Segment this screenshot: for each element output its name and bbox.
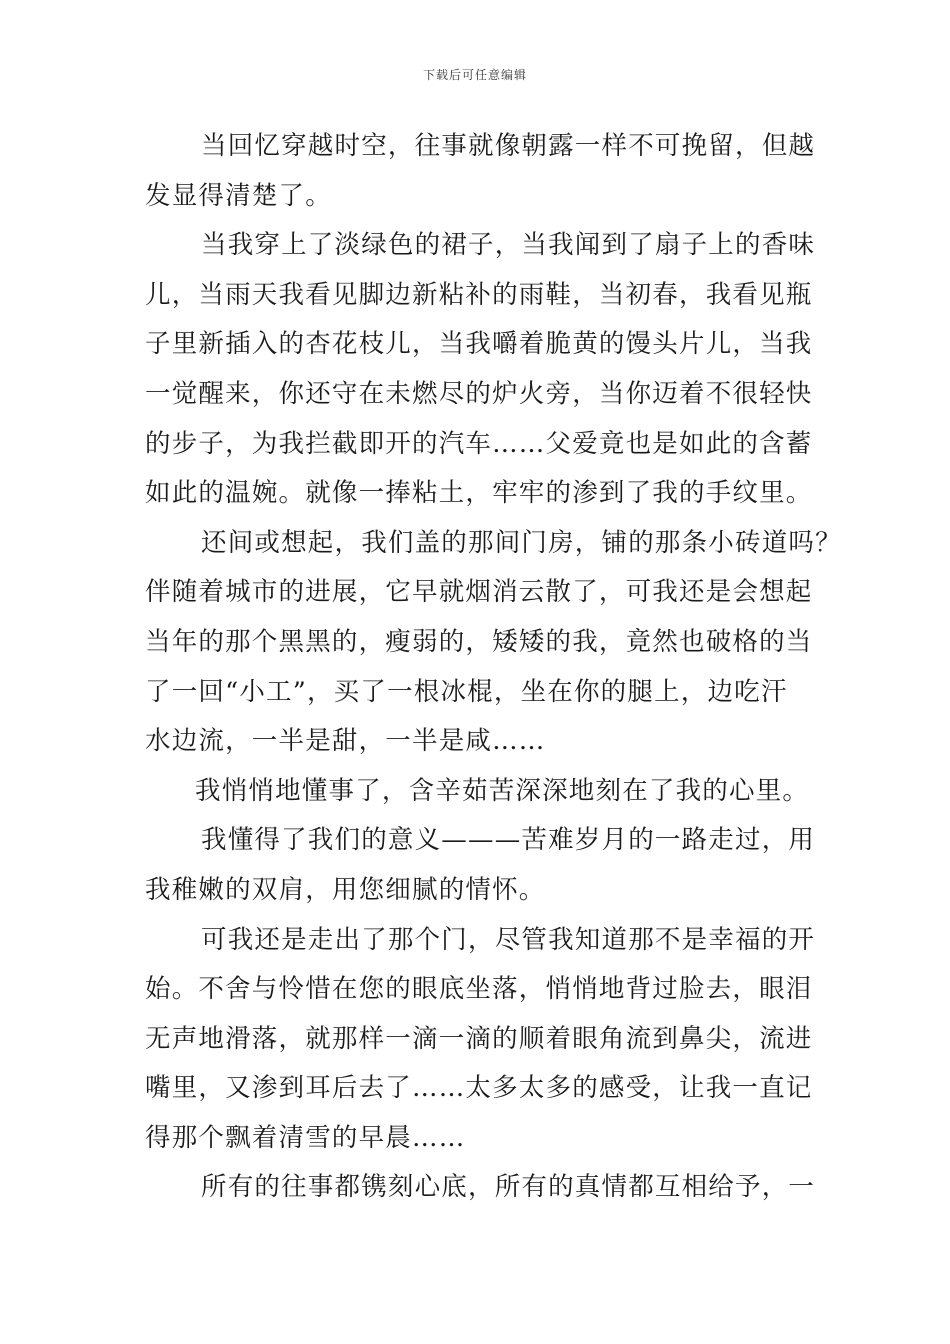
text-line: 我悄悄地懂事了，含辛茹苦深深地刻在了我的心里。	[195, 775, 810, 806]
text-line: 还间或想起，我们盖的那间门房，铺的那条小砖道吗？	[201, 527, 842, 558]
text-line: 始。不舍与怜惜在您的眼底坐落，悄悄地背过脸去，眼泪	[145, 974, 813, 1005]
header-note: 下载后可任意编辑	[422, 68, 527, 82]
text-line: 当我穿上了淡绿色的裙子，当我闻到了扇子上的香味	[201, 230, 816, 261]
text-line: 伴随着城市的进展，它早就烟消云散了，可我还是会想起	[145, 577, 813, 608]
text-line: 得那个飘着清雪的早晨……	[145, 1122, 466, 1153]
text-line: 嘴里，又渗到耳后去了……太多太多的感受，让我一直记	[145, 1073, 813, 1104]
text-line: 可我还是走出了那个门，尽管我知道那不是幸福的开	[201, 924, 816, 955]
text-line: 当回忆穿越时空，往事就像朝露一样不可挽留，但越	[201, 131, 816, 161]
text-line: 如此的温婉。就像一捧粘土，牢牢的渗到了我的手纹里。	[145, 478, 813, 509]
body-text	[145, 122, 842, 1213]
text-line: 儿，当雨天我看见脚边新粘补的雨鞋，当初春，我看见瓶	[145, 279, 813, 310]
text-line: 无声地滑落，就那样一滴一滴的顺着眼角流到鼻尖，流进	[145, 1023, 813, 1054]
text-line: 子里新插入的杏花枝儿，当我嚼着脆黄的馒头片儿，当我	[145, 329, 813, 360]
text-line: 水边流，一半是甜，一半是咸……	[145, 726, 546, 757]
text-line: 我稚嫩的双肩，用您细腻的情怀。	[145, 874, 546, 905]
text-line: 的步子，为我拦截即开的汽车……父爱竟也是如此的含蓄	[145, 428, 813, 459]
text-line: 当年的那个黑黑的，瘦弱的，矮矮的我，竟然也破格的当	[145, 626, 813, 657]
text-line: 我懂得了我们的意义———苦难岁月的一路走过，用	[201, 825, 816, 856]
text-line: 所有的往事都镌刻心底，所有的真情都互相给予，一	[201, 1172, 816, 1203]
text-line: 发显得清楚了。	[145, 180, 332, 211]
text-line: 一觉醒来，你还守在未燃尽的炉火旁，当你迈着不很轻快	[145, 378, 813, 409]
text-line: 了一回“小工”，买了一根冰棍，坐在你的腿上，边吃汗	[145, 676, 788, 707]
